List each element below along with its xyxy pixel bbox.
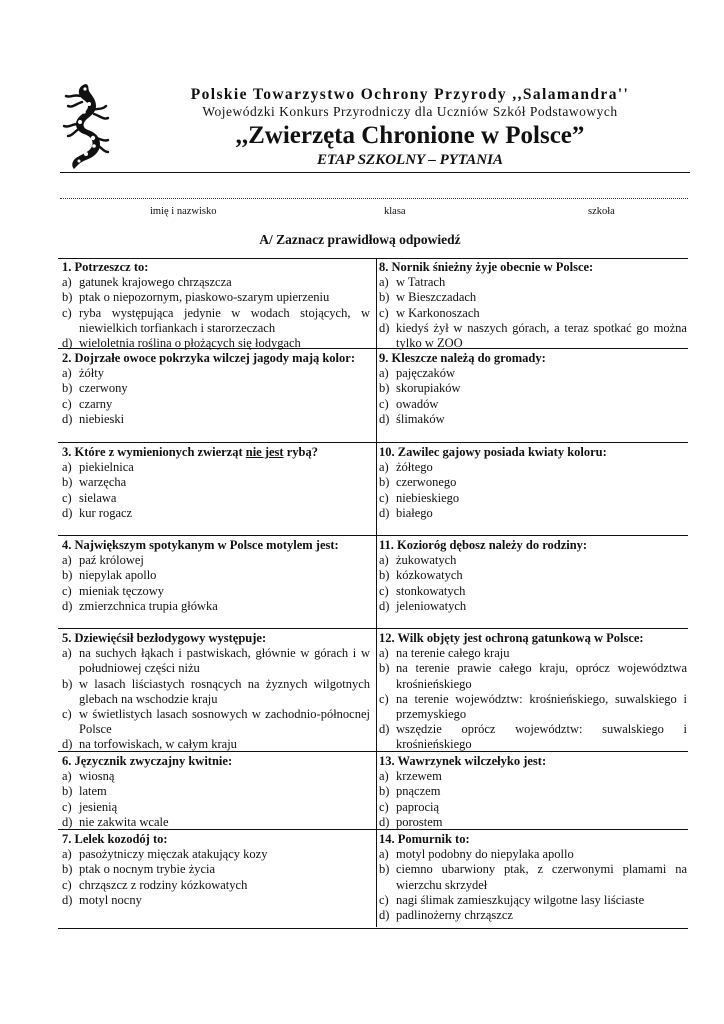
option-text: niepylak apollo <box>79 568 157 583</box>
answer-option[interactable] <box>62 506 370 521</box>
row-divider <box>58 628 688 629</box>
option-text: na suchych łąkach i pastwiskach, głównie w górach i w południowej części niżu <box>79 646 370 676</box>
option-text: czerwony <box>79 381 128 396</box>
option-letter: a) <box>62 769 72 784</box>
question-text: 12. Wilk objęty jest ochroną gatunkową w Polsce: <box>379 631 644 645</box>
document-title: ,,Zwierzęta Chronione w Polsce” <box>235 122 585 149</box>
option-letter: b) <box>62 784 73 799</box>
option-letter: d) <box>62 336 73 351</box>
option-text: na torfowiskach, w całym kraju <box>79 737 237 752</box>
answer-option[interactable] <box>62 306 370 336</box>
option-letter: a) <box>379 769 389 784</box>
answer-option[interactable] <box>62 366 370 381</box>
header-rule <box>60 172 690 173</box>
option-letter: a) <box>379 460 389 475</box>
option-text: owadów <box>396 396 439 411</box>
option-text: ciemno ubarwiony ptak, z czerwonymi plamami na wierzchu skrzydeł <box>396 862 687 892</box>
column-divider <box>376 258 377 927</box>
answer-option[interactable] <box>379 321 687 351</box>
question-text: 14. Pomurnik to: <box>379 832 470 846</box>
answer-option[interactable] <box>62 460 370 475</box>
question-2 <box>62 351 370 427</box>
option-text: wiosną <box>79 769 115 784</box>
option-letter: b) <box>379 475 390 490</box>
option-text: motyl nocny <box>79 892 142 907</box>
option-letter: d) <box>62 598 73 613</box>
question-text: 1. Potrzeszcz to: <box>62 260 149 274</box>
question-4 <box>62 538 370 614</box>
option-letter: a) <box>62 646 72 661</box>
answer-option[interactable] <box>379 553 687 568</box>
answer-option[interactable] <box>379 815 687 830</box>
question-text-part: rybą? <box>283 445 318 459</box>
option-text: niebieskiego <box>396 490 460 505</box>
option-text: krzewem <box>396 769 442 784</box>
salamander-logo <box>58 82 118 172</box>
option-letter: c) <box>379 892 389 907</box>
answer-option[interactable] <box>379 491 687 506</box>
option-text: gatunek krajowego chrząszcza <box>79 275 232 290</box>
option-letter: d) <box>379 411 390 426</box>
answer-option[interactable] <box>62 412 370 427</box>
option-text: niebieski <box>79 411 125 426</box>
question-6 <box>62 754 370 830</box>
question-text: 2. Dojrzałe owoce pokrzyka wilczej jagody mają kolor: <box>62 351 355 365</box>
option-text: na terenie województw: krośnieńskiego, suwalskiego i przemyskiego <box>396 691 687 722</box>
answer-option[interactable] <box>379 306 687 321</box>
question-text: 5. Dziewięćsił bezłodygowy występuje: <box>62 631 267 645</box>
option-letter: d) <box>379 908 390 923</box>
option-letter: d) <box>379 814 390 829</box>
answer-option[interactable] <box>379 847 687 862</box>
name-label: imię i nazwisko <box>150 206 217 217</box>
answer-option[interactable] <box>62 381 370 396</box>
question-12 <box>379 631 687 753</box>
option-letter: c) <box>379 305 389 320</box>
option-text: warzęcha <box>79 475 127 490</box>
question-1 <box>62 260 370 351</box>
option-letter: b) <box>379 290 390 305</box>
answer-option[interactable] <box>379 460 687 475</box>
question-text-underlined: nie jest <box>245 445 284 459</box>
question-10 <box>379 445 687 521</box>
answer-option[interactable] <box>62 553 370 568</box>
answer-option[interactable] <box>62 862 370 877</box>
answer-option[interactable] <box>379 908 687 923</box>
option-letter: d) <box>62 411 73 426</box>
question-8 <box>379 260 687 351</box>
answer-option[interactable] <box>62 893 370 908</box>
option-letter: d) <box>62 505 73 520</box>
option-text: chrząszcz z rodziny kózkowatych <box>79 877 248 892</box>
option-text: wieloletnia roślina o płożących się łodygach <box>79 336 301 351</box>
option-letter: a) <box>62 460 72 475</box>
answer-option[interactable] <box>62 584 370 599</box>
option-letter: b) <box>62 676 73 691</box>
option-text: ślimaków <box>396 411 445 426</box>
answer-option[interactable] <box>379 366 687 381</box>
question-13 <box>379 754 687 830</box>
answer-option[interactable] <box>62 475 370 490</box>
option-letter: c) <box>379 691 389 706</box>
option-text: czerwonego <box>396 475 457 490</box>
option-text: w Tatrach <box>396 275 446 290</box>
option-text: ptak o niepozornym, piaskowo-szarym upierzeniu <box>79 290 330 305</box>
option-text: kózkowatych <box>396 568 463 583</box>
option-text: piekielnica <box>79 460 134 475</box>
answer-option[interactable] <box>379 506 687 521</box>
question-11 <box>379 538 687 614</box>
option-text: sielawa <box>79 490 117 505</box>
option-text: jeleniowatych <box>396 598 467 613</box>
option-letter: b) <box>62 381 73 396</box>
option-letter: d) <box>62 892 73 907</box>
option-letter: d) <box>379 320 390 335</box>
option-letter: a) <box>379 553 389 568</box>
option-text: kur rogacz <box>79 505 133 520</box>
answer-option[interactable] <box>379 646 687 661</box>
option-text: na terenie całego kraju <box>396 646 510 661</box>
option-text: nie zakwita wcale <box>79 814 169 829</box>
contest-name: Wojewódzki Konkurs Przyrodniczy dla Uczniów Szkół Podstawowych <box>202 104 618 119</box>
question-text-part: 3. Które z wymienionych zwierząt <box>62 445 246 459</box>
option-letter: c) <box>62 490 72 505</box>
option-text: żółtego <box>396 460 433 475</box>
option-letter: c) <box>379 396 389 411</box>
answer-option[interactable] <box>379 275 687 290</box>
answer-option[interactable] <box>62 847 370 862</box>
signature-dotted-line <box>60 198 688 199</box>
option-letter: b) <box>62 568 73 583</box>
question-3 <box>62 445 370 521</box>
stage-label: ETAP SZKOLNY – PYTANIA <box>317 152 503 168</box>
option-letter: b) <box>62 290 73 305</box>
answer-option[interactable] <box>62 397 370 412</box>
answer-option[interactable] <box>62 878 370 893</box>
option-letter: c) <box>62 305 72 320</box>
answer-option[interactable] <box>62 336 370 351</box>
option-letter: c) <box>62 396 72 411</box>
option-letter: a) <box>379 646 389 661</box>
option-text: mieniak tęczowy <box>79 583 165 598</box>
option-letter: c) <box>379 799 389 814</box>
question-5 <box>62 631 370 753</box>
school-label: szkoła <box>588 206 615 217</box>
option-text: w Bieszczadach <box>396 290 477 305</box>
answer-option[interactable] <box>379 692 687 722</box>
answer-option[interactable] <box>62 815 370 830</box>
option-text: na terenie prawie całego kraju, oprócz województwa krośnieńskiego <box>396 661 687 691</box>
answer-option[interactable] <box>62 491 370 506</box>
option-letter: b) <box>379 661 390 676</box>
option-text: czarny <box>79 396 113 411</box>
option-letter: d) <box>62 737 73 752</box>
option-text: motyl podobny do niepylaka apollo <box>396 847 574 862</box>
answer-option[interactable] <box>62 646 370 676</box>
option-text: w Karkonoszach <box>396 305 480 320</box>
option-text: kiedyś żył w naszych górach, a teraz spotkać go można tylko w ZOO <box>396 320 687 351</box>
option-text: paprocią <box>396 799 440 814</box>
option-letter: c) <box>62 583 72 598</box>
answer-option[interactable] <box>62 599 370 614</box>
answer-option[interactable] <box>62 677 370 707</box>
option-text: pnączem <box>396 784 441 799</box>
option-text: ptak o nocnym trybie życia <box>79 862 216 877</box>
answer-option[interactable] <box>379 599 687 614</box>
option-text: latem <box>79 784 107 799</box>
question-text: 6. Języcznik zwyczajny kwitnie: <box>62 754 233 768</box>
answer-option[interactable] <box>379 722 687 752</box>
option-letter: b) <box>379 568 390 583</box>
option-letter: b) <box>379 862 390 877</box>
option-letter: a) <box>379 366 389 381</box>
option-text: pasożytniczy mięczak atakujący kozy <box>79 847 268 862</box>
section-instruction: A/ Zaznacz prawidłową odpowiedź <box>259 232 461 247</box>
option-letter: d) <box>379 505 390 520</box>
question-text: 11. Kozioróg dębosz należy do rodziny: <box>379 538 588 552</box>
answer-option[interactable] <box>379 862 687 892</box>
answer-option[interactable] <box>62 290 370 305</box>
option-text: jesienią <box>79 799 118 814</box>
question-text: 7. Lelek kozodój to: <box>62 832 168 846</box>
option-text: zmierzchnica trupia główka <box>79 598 218 613</box>
question-text: 8. Nornik śnieżny żyje obecnie w Polsce: <box>379 260 594 274</box>
option-letter: a) <box>62 553 72 568</box>
answer-option[interactable] <box>379 893 687 908</box>
option-letter: c) <box>62 707 72 722</box>
option-letter: b) <box>379 784 390 799</box>
answer-option[interactable] <box>379 769 687 784</box>
question-7 <box>62 832 370 908</box>
answer-option[interactable] <box>62 275 370 290</box>
option-text: w lasach liściastych rosnących na żyznych wilgotnych glebach na wschodzie kraju <box>79 676 370 706</box>
organization-name: Polskie Towarzystwo Ochrony Przyrody ,,Salamandra'' <box>190 86 630 103</box>
option-text: pajęczaków <box>396 366 455 381</box>
option-text: ryba występująca jedynie w wodach stojących, w niewielkich torfiankach i starorzeczach <box>79 305 370 335</box>
answer-option[interactable] <box>379 800 687 815</box>
question-text: 9. Kleszcze należą do gromady: <box>379 351 546 365</box>
answer-option[interactable] <box>379 381 687 396</box>
answer-option[interactable] <box>62 707 370 737</box>
answer-option[interactable] <box>379 412 687 427</box>
question-text: 4. Największym spotykanym w Polsce motylem jest: <box>62 538 339 552</box>
answer-option[interactable] <box>62 568 370 583</box>
option-text: stonkowatych <box>396 583 466 598</box>
option-text: w świetlistych lasach sosnowych w zachodnio-północnej Polsce <box>79 707 370 737</box>
answer-option[interactable] <box>379 290 687 305</box>
option-letter: d) <box>379 598 390 613</box>
question-text: 10. Zawilec gajowy posiada kwiaty koloru: <box>379 445 607 459</box>
row-divider <box>58 535 688 536</box>
answer-option[interactable] <box>62 769 370 784</box>
option-letter: b) <box>62 475 73 490</box>
question-text: 13. Wawrzynek wilczełyko jest: <box>379 754 547 768</box>
option-letter: c) <box>62 799 72 814</box>
option-letter: b) <box>62 862 73 877</box>
option-letter: a) <box>62 847 72 862</box>
row-divider <box>58 442 688 443</box>
answer-option[interactable] <box>379 584 687 599</box>
question-text <box>62 445 370 460</box>
class-label: klasa <box>384 206 406 217</box>
answer-option[interactable] <box>379 568 687 583</box>
option-letter: a) <box>62 366 72 381</box>
answer-option[interactable] <box>62 737 370 752</box>
answer-option[interactable] <box>379 397 687 412</box>
option-text: żółty <box>79 366 104 381</box>
option-text: żukowatych <box>396 553 457 568</box>
answer-option[interactable] <box>379 784 687 799</box>
option-text: porostem <box>396 814 443 829</box>
document-header <box>130 86 690 169</box>
option-text: nagi ślimak zamieszkujący wilgotne lasy liściaste <box>396 892 645 907</box>
answer-option[interactable] <box>379 475 687 490</box>
option-letter: b) <box>379 381 390 396</box>
question-9 <box>379 351 687 427</box>
answer-option[interactable] <box>379 661 687 691</box>
question-14 <box>379 832 687 923</box>
option-text: białego <box>396 505 433 520</box>
option-letter: a) <box>62 275 72 290</box>
answer-option[interactable] <box>62 800 370 815</box>
option-text: skorupiaków <box>396 381 461 396</box>
option-letter: c) <box>379 583 389 598</box>
option-text: padlinożerny chrząszcz <box>396 908 513 923</box>
option-letter: a) <box>379 275 389 290</box>
option-letter: a) <box>379 847 389 862</box>
option-letter: c) <box>62 877 72 892</box>
option-text: paź królowej <box>79 553 144 568</box>
answer-option[interactable] <box>62 784 370 799</box>
option-text: wszędzie oprócz województw: suwalskiego i krośnieńskiego <box>396 722 687 752</box>
option-letter: d) <box>62 814 73 829</box>
option-letter: c) <box>379 490 389 505</box>
option-letter: d) <box>379 722 390 737</box>
